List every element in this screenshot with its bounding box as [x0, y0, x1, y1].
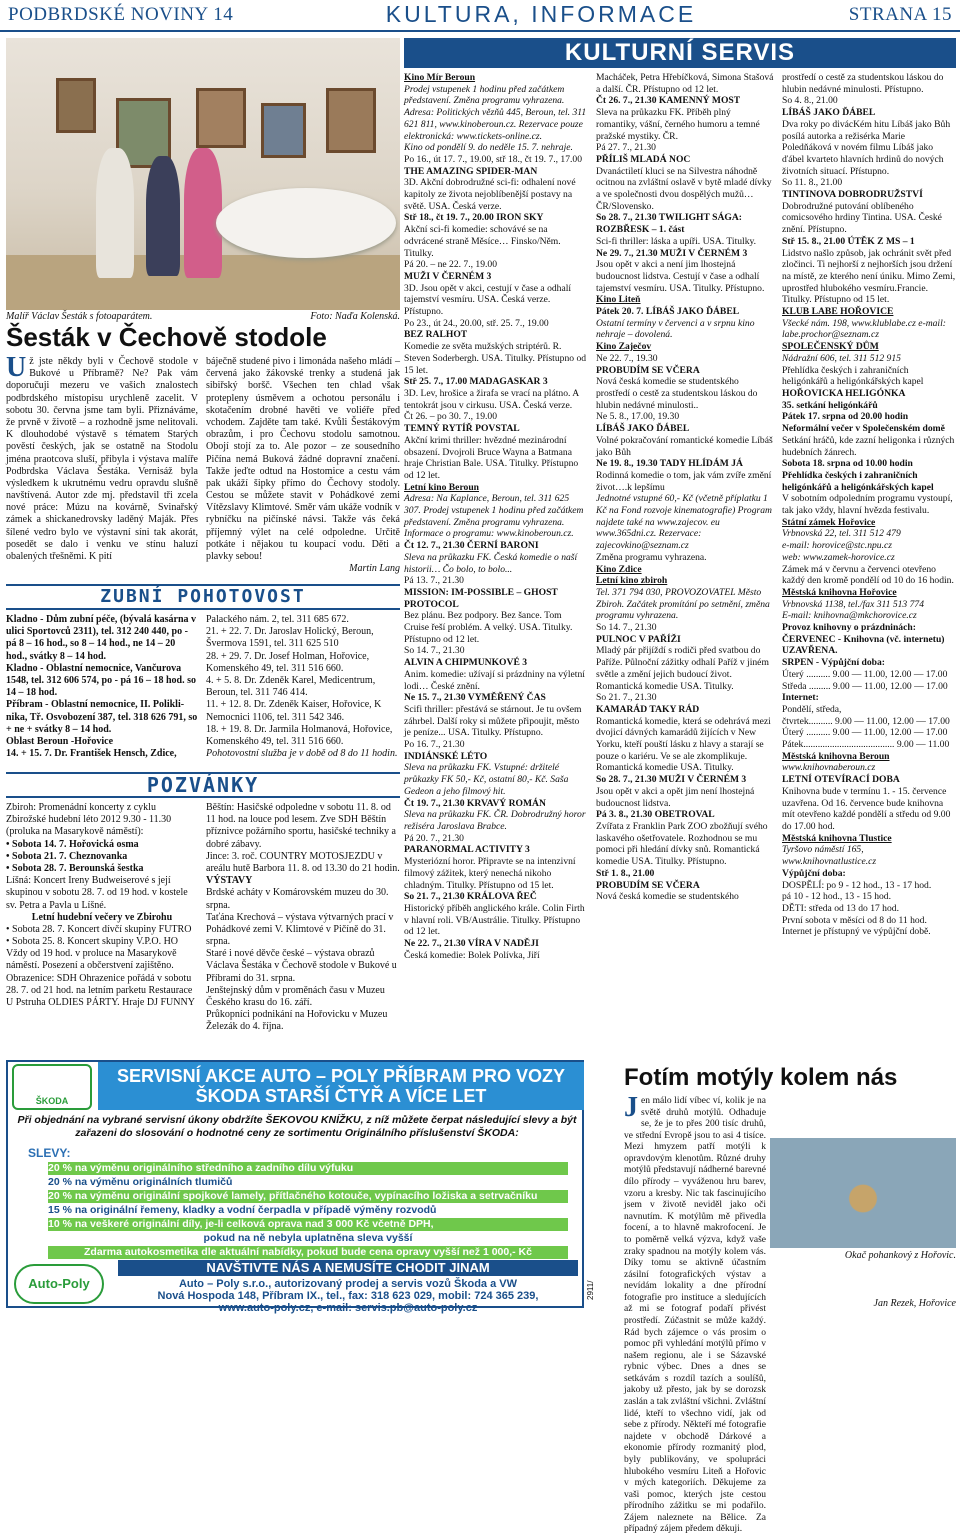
screening-date: So 21. 7., 21.30: [596, 692, 657, 704]
film-desc: Nová česká komedie se studentského prostředí o cestě za studentskou láskou do hlubin nedávné minulosti..: [596, 376, 758, 411]
venue-heading: KLUB LABE HOŘOVICE: [782, 306, 894, 318]
film-desc: Sleva na průkazku FK. Příběh plný romantiky, vášní, černého humoru a temné pražské mystiky. ČR.: [596, 107, 760, 142]
film-title: MISSION: IM-POSSIBLE – GHOST PROTOCOL: [404, 586, 558, 610]
dental-entry: 21. + 22. 7. Dr. Jaroslav Holický, Beroun, Švermova 1591, tel. 311 625 510: [206, 626, 374, 650]
film-title: Čt 19. 7., 21.30 KRVAVÝ ROMÁN: [404, 797, 546, 809]
library-notice: Internet:: [782, 692, 819, 704]
invitation-heading: Letní hudební večery ve Zbirohu: [31, 911, 173, 923]
screening-date: So 11. 8., 21.00: [782, 177, 843, 189]
film-title: So 28. 7., 21.30 MUŽI V ČERNÉM 3: [596, 774, 747, 786]
discounts-label: SLEVY:: [28, 1146, 71, 1160]
film-desc: prostředí o cestě za studentskou láskou do hlubin nedávné minulosti. Přístupno.: [782, 72, 944, 95]
exhibition-photo: [6, 38, 400, 310]
film-desc: Komedie ze světa mužských striptérů. R. Steven Soderbergh. USA. Titulky. Přístupno od 15 let.: [404, 341, 587, 376]
event-desc: Setkání hráčů, kde zazní heligonka i různých hudebních žánrech.: [782, 434, 955, 458]
invitation-entry: Jince: 3. roč. COUNTRY MOTOSJEZDU v areálu hutě Barbora 11. 8. od 13.30 do 21 hodin.: [206, 850, 400, 874]
event-desc: V sobotním odpoledním programu vystoupí, tak jako vždy, hlavní hvězda festivalu.: [782, 493, 953, 517]
invitation-entry: Staré i nové děvče české – výstava obrazů Václava Šestáka v Čechově stodole v Bukové u Příbrami do 31. srpna.: [206, 948, 397, 984]
film-desc: Jsou opět v akci a opět jim není lhostejná budoucnost lidstva.: [596, 785, 755, 809]
drop-cap: J: [624, 1092, 638, 1123]
dental-entry: 4. + 5. 8. Dr. Zdeněk Karel, Medicentrum, Beroun, tel. 311 746 414.: [206, 674, 376, 699]
butterfly-caption: Okač pohankový z Hořovic.: [844, 1250, 956, 1261]
invitation-entry: Jenštejnský dům v proměnách času v Muzeu Českého krasu do 16. září.: [206, 984, 385, 1008]
ad-address: Nová Hospoda 148, Příbram IX., tel., fax: 318 623 029, mobil: 724 365 239,: [157, 1290, 539, 1302]
event-desc: Přehlídka českých i zahraničních heligónkářů a heligónkářských kapel: [782, 364, 924, 388]
screening-date: Po 16. 7., 21.30: [404, 739, 465, 751]
film-title: TINTINOVA DOBRODRUŽSTVÍ: [782, 189, 923, 201]
film-desc: Bez plánu. Bez podpory. Bez šance. Tom Cruise řeší problém. A velký. USA. Titulky. Přístupno od 12 let.: [404, 610, 573, 645]
film-title: Stř 15. 8., 21.00 ÚTĚK Z MS – 1: [782, 235, 915, 247]
film-title: THE AMAZING SPIDER-MAN: [404, 165, 538, 177]
venue-info: Nádražní 606, tel. 311 512 915: [782, 352, 901, 364]
library-hours: První sobota v měsíci od 8 do 11 hod.: [782, 914, 927, 926]
library-notice: LETNÍ OTEVÍRACÍ DOBA: [782, 774, 900, 786]
ad-company: [118, 1278, 578, 1314]
ad-cta: NAVŠTIVTE NÁS A NEMUSÍTE CHODIT JINAM: [118, 1260, 578, 1276]
event-title: 35. setkání heligónkářů: [782, 399, 878, 411]
event-date: Pátek 17. srpna od 20.00 hodin: [782, 411, 909, 423]
cinema-info: Prodej vstupenek 1 hodinu před začátkem představení. Změna programu vyhrazena. Adresa: Politických vězňů 445, Beroun, tel. 311 621 811, www.kinoberoun.cz. Rezervace pouze elektronická: www.tickets-online.cz.: [404, 83, 587, 142]
library-notice: Provoz knihovny o prázdninách: ČERVENEC - Knihovna (vč. internetu) UZAVŘENA.: [782, 622, 945, 657]
screening-date: Čt 26. – po 30. 7., 19.00: [404, 411, 498, 423]
invitations-left: [6, 802, 198, 1056]
invitation-entry: Líšná: Koncert Ireny Budweiserové s její skupinou v sobotu 28. 7. od 19 hod. v kostele sv. Petra a Pavla u Líšné.: [6, 875, 188, 911]
film-title: LÍBÁŠ JAKO ĎÁBEL: [596, 423, 690, 435]
library-hours: čtvrtek.......... 9.00 — 11.00, 12.00 — 17.00: [782, 715, 950, 727]
invitation-entry: Běštín: Hasičské odpoledne v sobotu 11. 8. od 11 hod. na louce pod lesem. Zve SDH Běštín příznivce požárního sportu, hasičské techniky a dobré zábavy.: [206, 802, 396, 850]
discount-item: 20 % na výměnu originálního středního a zadního dílu výfuku: [48, 1162, 568, 1175]
dental-entry: 11. + 12. 8. Dr. Zdeněk Kaiser, Hořovice, K Nemocnici 1106, tel. 311 542 346.: [206, 699, 382, 723]
film-title: So 21. 7., 21.30 KRÁLOVA ŘEČ: [404, 891, 537, 903]
drop-cap: U: [6, 352, 27, 383]
screening-date: Pá 27. 7., 21.30: [596, 142, 656, 154]
film-desc: Historický příběh anglického krále. Colin Firth v hlavní roli. VB/Austrálie. Titulky. Přístupno od 12 let.: [404, 902, 585, 938]
film-title: Ne 15. 7., 21.30 VYMĚŘENÝ ČAS: [404, 692, 546, 704]
article-body-1: ž jste někdy byli v Čechově stodole v Bukové u Příbramě? Ne? Pak vám doporučuji mezeru ve vašich znalostech podbrdského místopisu urychleně zacelit. V sobotu 30. června jsme tam byli. Přiznáváme, že prvně v životě – a rozhodně jsme nelitovali. K dlouhodobé výstavě s tématem Starých pověstí českých, jak se ostatně na Stodolu jména praotcova sluší, přibyla i výstava malíře Podbrdska Václava Šestáka. Vernisáž byla výsledkem k ukrutnému vedru opravdu slušně navštívená. Autor zde mj. představil tři zcela nové práce: Múzu na kovárně, Svinařský zámek a shickanedrovsky laděný Maják. Přes šílené vedro bylo ve výstavní síni tak akorát, posedět se dalo i venku ve stínu haluzí obalených třešněmi. K pití: [6, 356, 198, 562]
film-title: TEMNÝ RYTÍŘ POVSTAL: [404, 423, 520, 435]
dental-list-left: [6, 614, 198, 764]
film-title: Stř 25. 7., 17.00 MADAGASKAR 3: [404, 376, 548, 388]
discount-item: Zdarma autokosmetika dle aktuální nabídky, pokud bude cena opravy vyšší než 1 000,- Kč: [48, 1246, 568, 1259]
film-desc: Anim. komedie: užívají si prázdniny na výletní lodi… České znění.: [404, 668, 585, 692]
article-title: Šesták v Čechově stodole: [6, 322, 327, 352]
venue-info: Vrbnovská 1138, tel./fax 311 513 774: [782, 598, 925, 610]
dental-entry: Oblast Beroun -Hořovice: [6, 735, 114, 747]
venue-info: E-mail: knihovna@mkchorovice.cz: [782, 610, 917, 622]
film-title: Ne 29. 7., 21.30 MUŽI V ČERNÉM 3: [596, 247, 748, 259]
venue-heading: Státní zámek Hořovice: [782, 516, 876, 528]
venue-info: www.knihovnatlustice.cz: [782, 856, 877, 868]
invitation-entry: Brdské acháty v Komárovském muzeu do 30. srpna.: [206, 887, 389, 911]
discount-item: 20 % na výměnu originální spojkové lamely, přítlačného kotouče, vypínacího ložiska a setrvačníku: [48, 1190, 568, 1203]
film-desc: Akční krimi thriller: hvězdné mezinárodní obsazení. Dvojroli Bruce Wayna a Batmana hraje Christian Bale. USA. Titulky. Přístupno od 12 let.: [404, 434, 579, 481]
photo-caption: Malíř Václav Šesták s fotoaparátem.: [6, 311, 153, 322]
film-desc: Mladý pár přijíždí s rodiči před svatbou do Paříže. Půlnoční zážitky odhalí Paříž v jiném světle a změní jejich budoucí život. Romantická komedie USA. Titulky.: [596, 645, 769, 692]
butterfly-photo: [770, 1138, 956, 1248]
auto-poly-advertisement: [6, 1060, 584, 1314]
event-title: HOŘOVICKA HELIGÓNKA: [782, 387, 906, 399]
screening-date: So 14. 7., 21.30: [596, 622, 657, 634]
venue-info: web: www.zamek-horovice.cz: [782, 551, 895, 563]
invitation-entry: • Sobota 28. 7. Berounská šestka: [6, 862, 144, 874]
film-title: PARANORMAL ACTIVITY 3: [404, 844, 530, 856]
library-hours: Pondělí, středa,: [782, 703, 842, 715]
venue-heading: SPOLEČENSKÝ DŮM: [782, 341, 879, 353]
film-desc: Volné pokračování romantické komedie Líbáš jako Bůh: [596, 434, 773, 458]
venue-heading: Městská knihovna Beroun: [782, 750, 890, 762]
event-title: Přehlídka českých i zahraničních heligónkářů a heligónkářských kapel: [782, 469, 934, 493]
ad-web: www.auto-poly.cz, e-mail: servis.pb@auto-poly.cz: [218, 1302, 478, 1314]
photo-credit: Foto: Naďa Kolenská.: [310, 311, 400, 322]
discount-item: 15 % na originální řemeny, kladky a vodní čerpadla v případě výměny rozvodů: [48, 1204, 568, 1217]
film-title: PROBUDÍM SE VČERA: [596, 879, 700, 891]
dental-entry: Palackého nám. 2, tel. 311 685 672.: [206, 614, 349, 625]
library-hours: DĚTI: středa od 13 do 17 hod.: [782, 902, 899, 914]
film-title: KAMARÁD TAKY RÁD: [596, 703, 700, 715]
library-hours: Pátek...................................... 9.00 — 11.00: [782, 739, 950, 751]
library-hours: pá 10 - 12 hod., 13 - 15 hod.: [782, 891, 891, 903]
film-desc: Dva roky po divácKém hitu Líbáš jako Bůh posílá autorka a režisérka Marie Poledňáková v novém filmu Líbáš jako ďábel kvarteto hlavních hrdinů do nových životních situací. Přístupno.: [782, 118, 951, 177]
film-title: So 28. 7., 21.30 TWILIGHT SÁGA: ROZBŘESK – 1. část: [596, 212, 742, 236]
cinema-column-1: [404, 72, 588, 1056]
film-desc: 3D. Akční dobrodružné sci-fi: odhalení nové kapitoly ze života nejoblíbenější postavy na světě. USA. Česká verze.: [404, 177, 576, 212]
article-column-2: [206, 356, 400, 574]
ad-headline: SERVISNÍ AKCE AUTO – POLY PŘÍBRAM PRO VOZY ŠKODA STARŠÍ ČTYŘ A VÍCE LET: [98, 1062, 584, 1110]
invitation-entry: Zbiroh: Promenádní koncerty z cyklu Zbirožské hudební léto 2012 9.30 - 11.30 (proluka na Masarykově náměstí):: [6, 802, 172, 838]
film-title: Ne 19. 8., 19.30 TADY HLÍDÁM JÁ: [596, 458, 743, 470]
invitation-entry: • Sobota 14. 7. Hořovická osma: [6, 838, 139, 850]
screening-date: Po 23., út 24., 20.00, stř. 25. 7., 19.00: [404, 317, 549, 329]
invitation-entry: Obrazenice: SDH Ohrazenice pořádá v sobotu 28. 7. od 21 hod. na letním parketu Restaurace U Pstruha OLDIES PÁRTY. Hraje DJ FUNNY: [6, 972, 195, 1008]
article-column-1: [6, 352, 198, 574]
film-desc: 3D. Jsou opět v akci, cestují v čase a odhalí tajemství vesmíru. USA. Česká verze. Přístupno.: [404, 282, 572, 318]
film-desc: Scifi thriller: přestává se stárnout. Je tu ovšem záhrbel. Další roky si můžete připoujit, město je peníze... USA. Titulky. Přístupno.: [404, 703, 582, 739]
cinema-info: Tel. 371 794 030, PROVOZOVATEL Město Zbiroh. Začátek promítání po setmění, změna programu vyhrazena.: [596, 586, 770, 622]
cultural-service-title: KULTURNÍ SERVIS: [404, 38, 956, 68]
film-desc: Nová česká komedie se studentského: [596, 891, 739, 903]
cinema-heading: Letní kino Beroun: [404, 481, 479, 493]
venue-info: Všecké nám. 198, www.klublabe.cz e-mail: labe.prochor@seznam.cz: [782, 317, 946, 341]
library-hours: Úterý .......... 9.00 — 11.00, 12.00 — 17.00: [782, 727, 948, 739]
venue-info: Vrbnovská 22, tel. 311 512 479: [782, 528, 901, 540]
film-title: Čt 12. 7., 21.30 ČERNÍ BARONI: [404, 540, 539, 552]
dental-note: Pohotovostní služba je v době od 8 do 11 hodin.: [206, 748, 398, 760]
venue-hours: Zámek má v červnu a červenci otevřeno každý den kromě pondělí od 10 do 16 hodin.: [782, 563, 954, 587]
film-title: INDIÁNSKÉ LÉTO: [404, 750, 488, 762]
dental-entry: Kladno - Dům zubní péče, (bývalá kasárna v ulici Sportovců 2311), tel. 312 240 440, po - pá 8 – 16 hod., so 8 – 14 hod., ne 14 – 20 hod., svátky 8 – 14 hod.: [6, 614, 197, 662]
film-title: MUŽI V ČERNÉM 3: [404, 270, 492, 282]
moth-article-body: [624, 1092, 766, 1535]
invitation-heading: VÝSTAVY: [206, 875, 253, 887]
screening-date: Pá 20. – ne 22. 7., 19.00: [404, 259, 498, 271]
film-desc: 3D. Lev, hrošice a žirafa se vrací na plátno. A tentokrát jsou v cirkusu. USA. Česká verze.: [404, 387, 579, 411]
invitation-entry: Taťána Krechová – výstava výtvarných prací v Pohádkové zemi V. Klimtové v Pičíně do 31. srpna.: [206, 911, 394, 948]
film-title: Čt 26. 7., 21.30 KAMENNÝ MOST: [596, 95, 741, 107]
library-hours: Středa ......... 9.00 — 11.00, 12.00 — 17.00: [782, 680, 948, 692]
library-notice: SRPEN - Výpůjční doba:: [782, 657, 885, 669]
dental-entry: 18. + 19. 8. Dr. Jarmila Holmanová, Hořovice, Komenského 49, tel. 311 516 660.: [206, 723, 393, 747]
skoda-logo: ŠKODA: [12, 1064, 92, 1110]
screening-date: Pá 20. 7., 21.30: [404, 832, 464, 844]
venue-heading: Městská knihovna Tlustice: [782, 832, 892, 844]
screening-date: Pá 13. 7., 21.30: [404, 575, 464, 587]
film-desc: Sleva na průkazku FK. Česká komedie o naší historii… Čo bolo, to bolo...: [404, 551, 578, 575]
cinema-info: Ostatní termíny v červenci a v srpnu kino nehraje – dovolená.: [596, 317, 755, 341]
event-title: Neformální večer v Společenském domě: [782, 423, 945, 435]
cinema-heading: Letní kino zbiroh: [596, 575, 668, 587]
cinema-info: Adresa: Na Kaplance, Beroun, tel. 311 625 307. Prodej vstupenek 1 hodinu před začátkem představení. Změna programu vyhrazena. Informace o programu: www.kinoberoun.cz.: [404, 493, 584, 540]
article-body-2: báječně studené pivo i limonáda našeho mládí – červená jako žákovské trenky a studená jak sibiřský boršč. Všechen ten chlad však protepleny úsměvem a ochotou personálu i skotačením drobné havěti ve voliéře před vchodem. Zajděte tam také. Kvůli Šestákovým obrazům, i pro Čechovu stodolu samotnou. Obojí stojí za to. Ale pozor – ze sousedního Pičína nemá Buková žádné dopravní značení. Takže jeďte odtud na Hostomice a cestu vám pak ukáží šipky přímo do Čechovy stodoly. Cestou se můžete stavit v Pohádkové zemi Vítězslavy Klimtové. Směr vám ukáže vodník v rybníčku na pičínské návsi. Takže vás čeká příjemný výlet na celé odpoledne. Určitě potkáte i nějakou tu koupací vodu. Děti a plavky sebou!: [206, 356, 400, 562]
film-desc: Sleva na průkazku FK. ČR. Dobrodružný horor režiséra Jaroslava Brabce.: [404, 809, 586, 832]
film-desc: Zvířata z Franklin Park ZOO zbožňují svého laskavého ošetřovatele. Rozhodnou se mu pomoci při hledání dívky snů. Romantická komedie USA. Titulky. Přístupno.: [596, 821, 768, 868]
cinema-heading: Kino Liteň: [596, 294, 641, 306]
section-title: KULTURA, INFORMACE: [385, 1, 697, 28]
film-desc: Akční sci-fi komedie: schovávé se na odvrácené straně Měsíce… Finsko/Něm. Titulky.: [404, 224, 561, 259]
film-title: Pá 3. 8., 21.30 OBETROVAL: [596, 809, 715, 821]
film-desc: Mysteriózní horor. Připravte se na intenzivní filmový zážitek, který nenechá nikoho chladným. Titulky. Přístupno od 15 let.: [404, 856, 576, 891]
screening-date: Po 16., út 17. 7., 19.00, stř 18., čt 19. 7., 17.00: [404, 153, 583, 165]
invitation-entry: Průkopníci podnikání na Hořovicku v Muzeu Železák do 4. října.: [206, 1009, 388, 1033]
moth-article-title: Fotím motýly kolem nás: [624, 1064, 898, 1091]
screening-date: Ne 22. 7., 19.30: [596, 352, 658, 364]
venue-info: e-mail: horovice@stc.npu.cz: [782, 540, 892, 552]
invitation-entry: • Sobota 21. 7. Cheznovanka: [6, 850, 128, 862]
screening-date: Ne 5. 8., 17.00, 19.30: [596, 411, 680, 423]
dental-list-right: [206, 614, 400, 764]
venue-heading: Městská knihovna Hořovice: [782, 586, 897, 598]
film-desc: Česká komedie: Bolek Polívka, Jiří: [404, 949, 540, 961]
film-desc: Jsou opět v akci a není jim lhostejná budoucnost lidstva. Cestují v čase a odhalí tajemství vesmíru. USA. Titulky. Přístupno.: [596, 259, 765, 294]
film-desc: Sleva na průkazku FK. Vstupné: držitelé průkazky FK 50,- Kč, ostatní 80,- Kč. Saša Gedeon a jeho filmový hit.: [404, 762, 569, 797]
article-author: Martin Lang: [349, 563, 400, 575]
film-desc: Sci-fi thriller: láska a upíři. USA. Titulky.: [596, 235, 757, 247]
cinema-heading: Kino Zdice: [596, 563, 642, 575]
film-title: PULNOC V PAŘÍŽI: [596, 633, 681, 645]
library-hours: DOSPĚLÍ: po 9 - 12 hod., 13 - 17 hod.: [782, 879, 932, 891]
film-title: ALVIN A CHIPMUNKOVÉ 3: [404, 657, 528, 669]
ad-code: 2911/: [586, 1280, 595, 1300]
invitation-entry: • Sobota 28. 7. Koncert dívčí skupiny FUTRO: [6, 923, 192, 935]
dental-entry: 14. + 15. 7. Dr. František Hensch, Zdice,: [6, 748, 177, 760]
film-desc: Macháček, Petra Hřebíčková, Simona Stašová a další. ČR. Přístupno od 12 let.: [596, 72, 774, 95]
library-hours: Internet je přístupný ve výpůjční době.: [782, 926, 931, 938]
moth-article-text: en málo lidí víbec ví, kolik je na světě druhů motýlů. Odhaduje se, že je to přes 200 tisíc druhů, ve střední Evropě jsou to asi 4 tisíce. Mezi hmyzem patří motýli k opravdovým klenotům. Různé druhy motýlů představují nádherné barevné dílo přírody – vyváženou hru barev, vzoru a kresby. Nic tak fascinujícího jsem v životě neviděl jako oči navnutím. K motýlům mě přivedla focení, a to hlavně makrofocení. Je to poměrně velká výzva, když vaše zraky spadnou na motýly kolem vás. Díky tomu se aktivně účastním zásilní fotografických výstav a nevídám lokality a dne přírodní fotografie pro instituce a sledujících až mi se fotograf podaří přivést prostředí. Zúčastnit se může každý. Rád bych zájemce o vás prosim o pomoc při vyhledání motýlů přímo v našem regionu, ale i se Sázavské rybnic výbec. Dnes a dnes se setkávám s rozdíl tazích a soulíšů, jakoby už přesto, jak by se dorozsk zaslán a tak zvláštní všichni. Zvláštní lidé, kteří to všechno vidí, jak od sebe z přírody. Někteří mé fotografie najdete v obchodě Dárkové a ekonomie přírody rozmanitý plod, byly publikovány, ve spolupráci hlubokého vesmíru Liteň a Hořovic v mých kategoriích. Děkujeme za vaši pomoc, kterých jste cestou přírodního zážitku se mi podařilo. Zájem naleznete na Bělice. Za případný zájem předem děkuji.: [624, 1096, 766, 1535]
invitations-right: [206, 802, 400, 1056]
ad-intro: Při objednání na vybrané servisní úkony obdržíte ŠEKOVOU KNÍŽKU, z níž můžete čerpat následující slevy a být zařazeni do slosování o hodnotné ceny ze sortimentu Originálního příslušenství ŠKODA:: [17, 1114, 577, 1139]
film-title: PŘÍLIŠ MLADÁ NOC: [596, 153, 691, 165]
cinema-info: Kino od pondělí 9. do neděle 15. 7. nehraje.: [404, 142, 573, 154]
cinema-info: Změna programu vyhrazena.: [596, 551, 707, 563]
film-desc: Rodinná komedie o tom, jak vám zvíře změní život….k lepšímu: [596, 469, 772, 493]
discount-item: 10 % na veškeré originální díly, je-li celková oprava nad 3 000 Kč včetně DPH,: [48, 1218, 568, 1231]
film-title: Stř 18., čt 19. 7., 20.00 IRON SKY: [404, 212, 544, 224]
screening-date: Stř 1. 8., 21.00: [596, 867, 655, 879]
culture-column-3: [782, 72, 956, 1056]
moth-author: Jan Rezek, Hořovice: [873, 1298, 956, 1309]
dental-entry: 28. + 29. 7. Dr. Josef Holman, Hořovice, Komenského 49, tel. 311 516 660.: [206, 650, 370, 674]
dental-emergency-title: ZUBNÍ POHOTOVOST: [6, 584, 400, 610]
film-desc: Dobrodružné putování oblíbeného comicsového hrdiny Tintina. USA. České znění. Přístupno.: [782, 200, 942, 236]
discount-item: 20 % na výměnu originálních tlumičů: [48, 1176, 568, 1189]
film-title: Pátek 20. 7. LÍBÁŠ JAKO ĎÁBEL: [596, 306, 740, 318]
discount-item: pokud na ně nebyla uplatněna sleva vyšší: [48, 1232, 568, 1245]
film-title: Ne 22. 7., 21.30 VÍRA V NADĚJI: [404, 938, 539, 950]
cinema-heading: Kino Mír Beroun: [404, 72, 476, 83]
ad-company-name: Auto – Poly s.r.o., autorizovaný prodej a servis vozů Škoda a VW: [178, 1278, 518, 1290]
newspaper-name: PODBRDSKÉ NOVINY 14: [8, 3, 234, 25]
film-desc: Dvanáctiletí kluci se na Silvestra náhodně ocitnou na zvláštní oslavě v bytě mladé dívky a ve společnosti dvou dospělých mužů… ČR/Slovensko.: [596, 165, 772, 212]
screening-date: So 14. 7., 21.30: [404, 645, 465, 657]
page-header: [0, 0, 960, 32]
auto-poly-logo: Auto-Poly: [14, 1264, 104, 1304]
film-desc: Lidstvo našlo způsob, jak ochránit svět před zločinci. Ti nejhorší z nejhorších jsou držení na místě, ze kterého není úniku. Mimo Zemi, uprostřed hlubokého vesmíru.Francie. Titulky. Přístupno od 15 let.: [782, 247, 956, 306]
dental-entry: Kladno - Oblastní nemocnice, Vančurova 1548, tel. 312 606 574, po - pá 16 – 18 hod. so 14 – 18 hod.: [6, 662, 197, 699]
film-desc: Romantická komedie, která se odehrává mezi dvojicí dávných kamarádů žijících v New Yorku, kteří pouští lásku z hlavy a starají se pouze o kariéru. Ve se ale zkomplikuje. Romantická komedie USA. Titulky.: [596, 715, 771, 774]
venue-info: www.knihovnaberoun.cz: [782, 762, 876, 774]
venue-info: Tyršovo náměstí 165,: [782, 844, 864, 856]
event-date: Sobota 18. srpna od 10.00 hodin: [782, 458, 913, 470]
film-title: PROBUDÍM SE VČERA: [596, 364, 700, 376]
cinema-info: Jednotné vstupné 60,- Kč (včetně příplatku 1 Kč na Fond rozvoje kinematografie) Program najdete také na www.zajecov. eu www.365dni.cz. Rezervace: zajecovkino@seznam.cz: [596, 493, 772, 552]
library-desc: Knihovna bude v termínu 1. - 15. července uzavřena. Od 16. července bude knihovna mít otevřeno každé pondělí a středu od 9.00 do 17.00 hod.: [782, 785, 951, 832]
library-hours: Úterý .......... 9.00 — 11.00, 12.00 — 17.00: [782, 668, 948, 680]
library-notice: Výpůjční doba:: [782, 867, 846, 879]
dental-entry: Příbram - Oblastní nemocnice, II. Polikli-nika, Tř. Osvobození 387, tel. 318 626 791, so + ne + svátky 8 – 14 hod.: [6, 699, 198, 735]
film-title: BEZ RALHOT: [404, 329, 468, 341]
invitations-title: POZVÁNKY: [6, 772, 400, 798]
screening-date: So 4. 8., 21.00: [782, 95, 838, 107]
film-title: LÍBÁŠ JAKO ĎÁBEL: [782, 107, 876, 119]
page-number: STRANA 15: [848, 3, 952, 25]
cinema-heading: Kino Zaječov: [596, 341, 652, 353]
invitation-entry: Vždy od 19 hod. v proluce na Masarykově náměstí. Posezení a občerstvení zajištěno.: [6, 948, 177, 972]
invitation-entry: • Sobota 25. 8. Koncert skupiny V.P.O. HO: [6, 936, 179, 948]
cinema-column-2: [596, 72, 774, 1056]
